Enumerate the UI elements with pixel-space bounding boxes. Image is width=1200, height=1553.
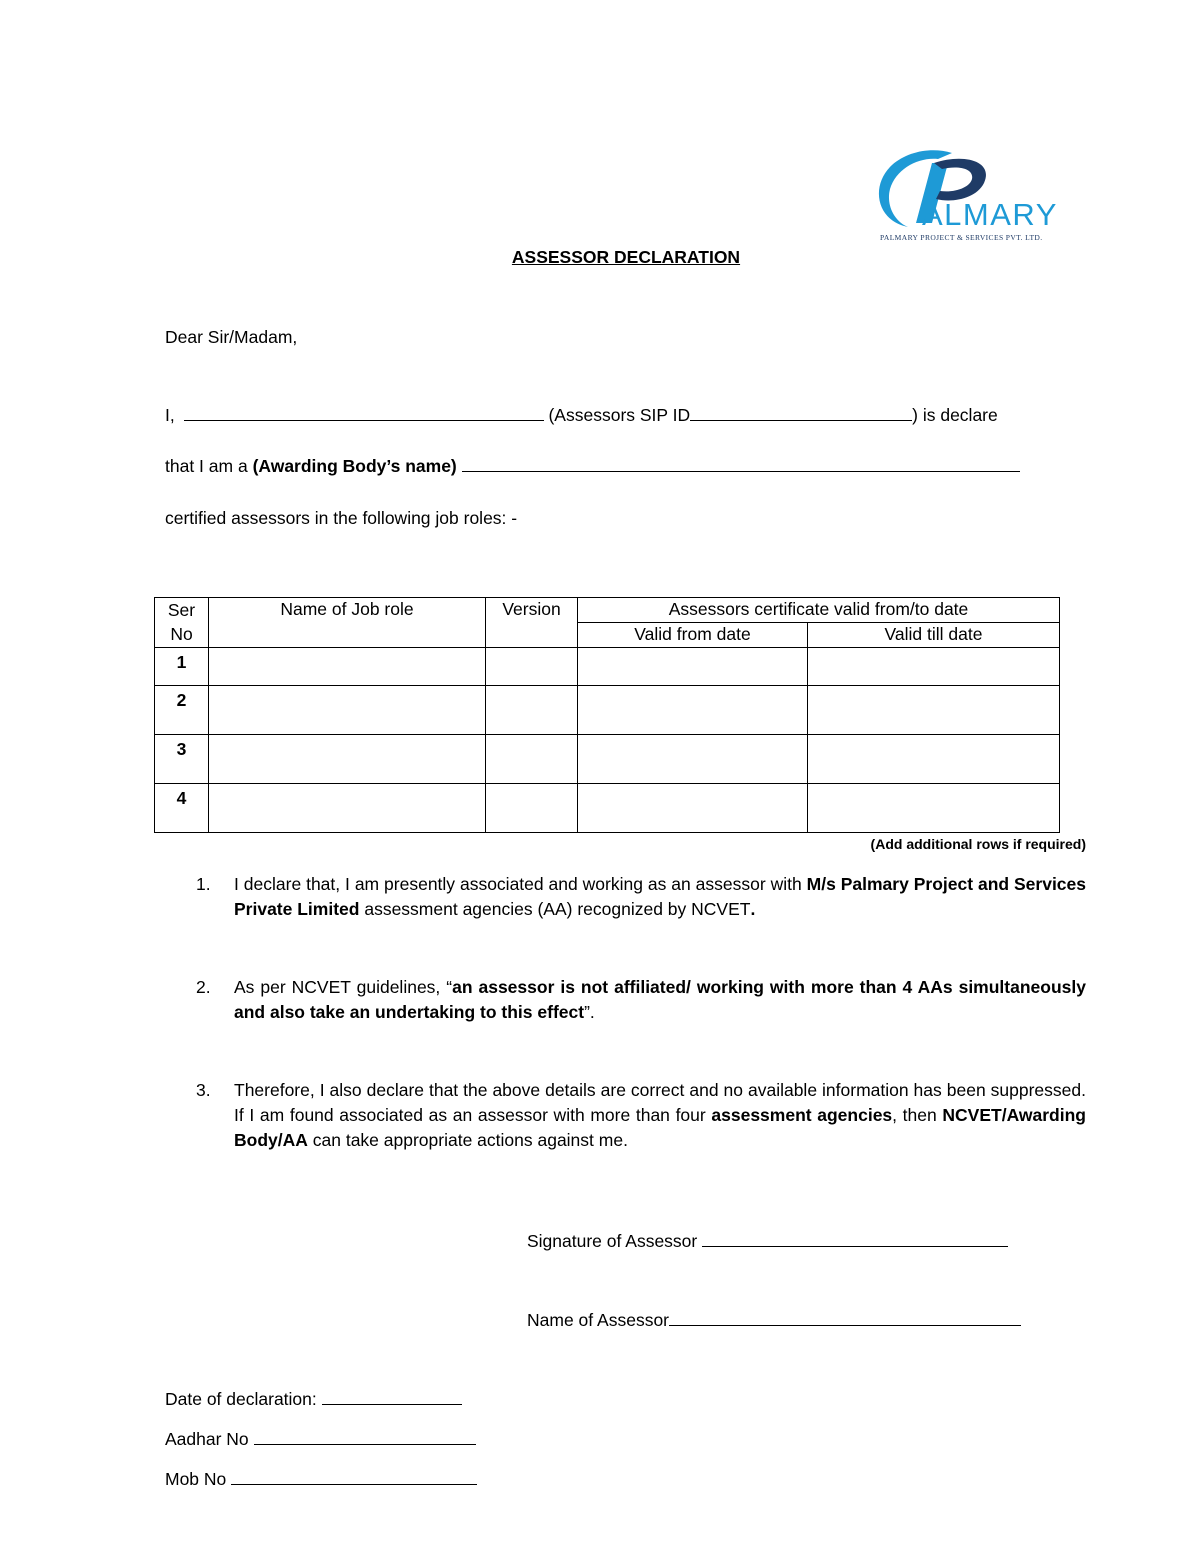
company-name: M/s Palmary Project and Services Private Limited (234, 874, 1086, 919)
cell-job-role[interactable] (209, 648, 486, 686)
name-blank[interactable] (669, 1309, 1021, 1326)
text-run: assessment agencies (711, 1105, 893, 1125)
date-blank[interactable] (322, 1388, 462, 1405)
text-run: assessment agencies (AA) recognized by NCVET (359, 899, 751, 919)
cell-version[interactable] (486, 686, 578, 735)
item-number: 2. (196, 977, 211, 997)
job-roles-intro: certified assessors in the following job roles: - (165, 508, 518, 528)
mob-label: Mob No (165, 1469, 227, 1489)
cell-job-role[interactable] (209, 686, 486, 735)
declaration-item-1 (196, 872, 1086, 924)
item-text (234, 872, 1086, 922)
cell-valid-from[interactable] (578, 648, 808, 686)
line1-prefix: I, (165, 405, 175, 425)
cell-job-role[interactable] (209, 784, 486, 833)
text-run: As per NCVET guidelines, “ (234, 977, 453, 997)
text-run: ”. (584, 1002, 595, 1022)
assessor-name-blank[interactable] (184, 404, 544, 421)
ser-label: Ser (167, 600, 196, 620)
cell-version[interactable] (486, 784, 578, 833)
line1-suffix: ) is declare (912, 405, 998, 425)
assessor-name-line (527, 1309, 1021, 1331)
text-run: can take appropriate actions against me. (307, 1130, 628, 1150)
item-text (234, 1078, 1086, 1153)
signature-label: Signature of Assessor (527, 1231, 698, 1251)
page-title: ASSESSOR DECLARATION (511, 247, 741, 267)
cell-valid-till[interactable] (808, 735, 1060, 784)
sip-id-blank[interactable] (690, 404, 912, 421)
assessor-identity-line (165, 404, 998, 426)
line1-sip-label: (Assessors SIP ID (548, 405, 691, 425)
declaration-item-2 (196, 975, 1086, 1027)
cell-valid-from[interactable] (578, 784, 808, 833)
text-run: , then (892, 1105, 943, 1125)
company-logo (872, 145, 1087, 245)
col-job-role: Name of Job role (209, 598, 486, 648)
row-serial: 1 (155, 648, 209, 686)
item-text (234, 975, 1086, 1025)
mob-blank[interactable] (231, 1468, 477, 1485)
aadhar-line (165, 1428, 476, 1450)
cell-valid-till[interactable] (808, 648, 1060, 686)
signature-line (527, 1230, 1008, 1252)
item-number: 3. (196, 1080, 211, 1100)
cell-version[interactable] (486, 648, 578, 686)
cell-valid-from[interactable] (578, 735, 808, 784)
text-run: . (750, 899, 756, 919)
row-serial: 4 (155, 784, 209, 833)
row-serial: 2 (155, 686, 209, 735)
ncvet-guideline: an assessor is not affiliated/ working with more than 4 AAs simultaneously and also take an undertaking to this effect (234, 977, 1086, 1022)
logo-wordmark: ALMARY (922, 197, 1058, 232)
text-run: NCVET/Awarding Body/AA (234, 1105, 1086, 1150)
logo-tagline: PALMARY PROJECT & SERVICES PVT. LTD. (880, 233, 1043, 242)
awarding-body-blank[interactable] (462, 455, 1020, 472)
col-valid-till: Valid till date (808, 623, 1060, 648)
salutation: Dear Sir/Madam, (165, 327, 298, 347)
table-row (155, 735, 1060, 784)
col-validity: Assessors certificate valid from/to date (578, 598, 1060, 623)
table-row (155, 784, 1060, 833)
row-serial: 3 (155, 735, 209, 784)
table-header-row (155, 598, 1060, 623)
line2-prefix: that I am a (165, 456, 248, 476)
table-row (155, 648, 1060, 686)
awarding-body-label: (Awarding Body’s name) (252, 456, 457, 476)
text-run: Therefore, I also declare that the above details are correct and no available information has been suppressed. If I am found associated as an assessor with more than four (234, 1080, 1086, 1125)
cell-job-role[interactable] (209, 735, 486, 784)
name-label: Name of Assessor (527, 1310, 669, 1330)
declaration-item-3 (196, 1078, 1086, 1178)
date-label: Date of declaration: (165, 1389, 317, 1409)
date-line (165, 1388, 462, 1410)
item-number: 1. (196, 874, 211, 894)
cell-valid-till[interactable] (808, 686, 1060, 735)
col-ser-no (155, 598, 209, 648)
aadhar-blank[interactable] (254, 1428, 476, 1445)
job-roles-table (154, 597, 1060, 833)
cell-version[interactable] (486, 735, 578, 784)
mobile-line (165, 1468, 477, 1490)
text-run: I declare that, I am presently associated and working as an assessor with (234, 874, 807, 894)
additional-rows-note: (Add additional rows if required) (870, 836, 1086, 852)
col-version: Version (486, 598, 578, 648)
signature-blank[interactable] (702, 1230, 1008, 1247)
col-valid-from: Valid from date (578, 623, 808, 648)
cell-valid-from[interactable] (578, 686, 808, 735)
cell-valid-till[interactable] (808, 784, 1060, 833)
aadhar-label: Aadhar No (165, 1429, 249, 1449)
awarding-body-line (165, 455, 1020, 477)
no-label: No (170, 624, 193, 644)
table-row (155, 686, 1060, 735)
